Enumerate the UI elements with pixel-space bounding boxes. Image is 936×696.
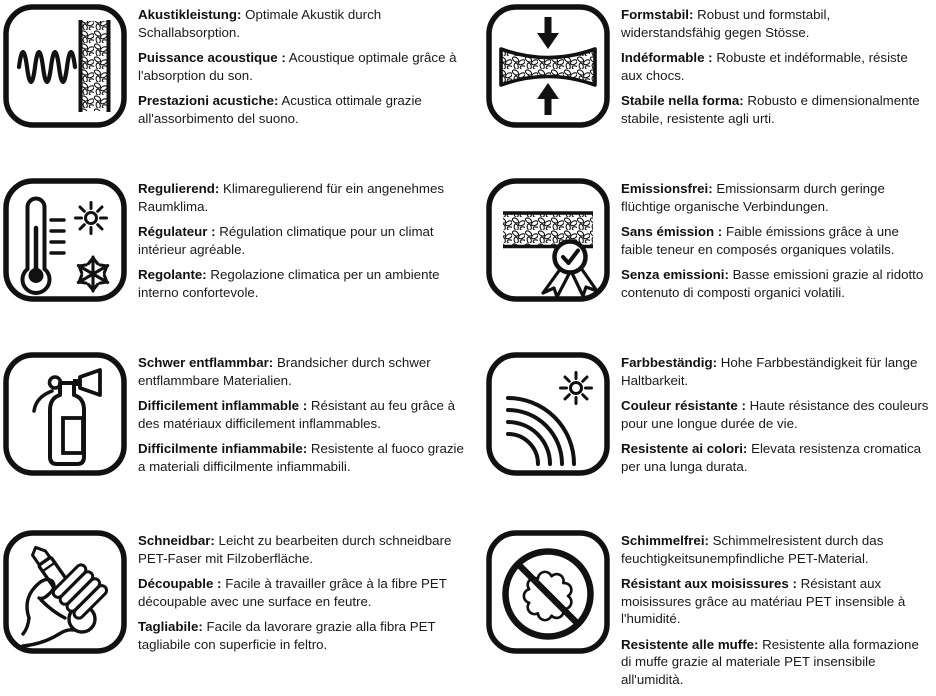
feature-desc: Schimmelresistent durch das feuchtigkeitsunempfindliche PET-Material. <box>621 533 884 566</box>
feature-term: Resistente alle muffe: <box>621 636 759 652</box>
feature-card-shape-stability <box>468 0 936 174</box>
cuttable-icon <box>3 530 127 654</box>
feature-desc: Brandsicher durch schwer entflammbare Materialien. <box>138 355 431 388</box>
feature-term: Couleur résistante : <box>621 398 746 413</box>
feature-term: Schimmelfrei: <box>621 533 709 548</box>
feature-term: Senza emissioni: <box>621 267 729 282</box>
feature-term: Régulateur : <box>138 224 216 239</box>
feature-card-acoustic <box>0 0 468 174</box>
feature-desc: Optimale Akustik durch Schallabsorption. <box>138 7 382 40</box>
feature-term: Farbbeständig: <box>621 355 718 370</box>
feature-desc: Emissionsarm durch geringe flüchtige organische Verbindungen. <box>621 181 885 214</box>
feature-paragraph-de <box>138 6 464 41</box>
feature-desc: Leicht zu bearbeiten durch schneidbare PET-Faser mit Filzoberfläche. <box>138 533 452 566</box>
feature-paragraph-de <box>138 354 464 389</box>
feature-texts <box>621 354 929 483</box>
feature-term: Formstabil: <box>621 7 694 22</box>
feature-texts <box>621 180 929 309</box>
feature-card-emission-free <box>468 174 936 348</box>
acoustic-absorption-icon <box>3 4 127 128</box>
feature-term: Akustikleistung: <box>138 7 242 22</box>
feature-paragraph-fr <box>138 397 464 432</box>
feature-paragraph-it <box>138 266 464 301</box>
feature-card-colorfast <box>468 348 936 526</box>
feature-texts <box>138 180 464 309</box>
feature-paragraph-fr <box>621 397 929 432</box>
feature-paragraph-de <box>138 532 464 567</box>
feature-term: Découpable : <box>138 576 222 591</box>
feature-paragraph-fr <box>621 223 929 258</box>
feature-term: Difficilmente infiammabile: <box>138 441 308 456</box>
feature-paragraph-fr <box>138 575 464 610</box>
feature-desc: Resistente alla formazione di muffe grazie al materiale PET insensibile all'umidità. <box>621 636 919 687</box>
feature-desc: Acoustique optimale grâce à l'absorption du son. <box>138 50 457 83</box>
feature-texts <box>621 532 929 696</box>
feature-desc: Facile da lavorare grazie alla fibra PET tagliabile con superficie in feltro. <box>138 619 436 652</box>
feature-term: Difficilement inflammable : <box>138 398 308 413</box>
feature-term: Schwer entflammbar: <box>138 355 274 370</box>
colorfast-icon <box>486 352 610 476</box>
feature-desc: Robuste et indéformable, résiste aux chocs. <box>621 50 908 83</box>
feature-desc: Acustica ottimale grazie all'assorbimento del suono. <box>138 93 422 126</box>
feature-desc: Résistant au feu grâce à des matériaux difficilement inflammables. <box>138 398 456 431</box>
feature-paragraph-de <box>621 354 929 389</box>
feature-term: Tagliabile: <box>138 619 203 634</box>
feature-paragraph-it <box>621 266 929 301</box>
feature-paragraph-fr <box>138 49 464 84</box>
feature-desc: Klimaregulierend für ein angenehmes Raumklima. <box>138 181 444 214</box>
feature-card-cuttable <box>0 526 468 680</box>
feature-term: Schneidbar: <box>138 533 215 548</box>
emission-free-icon <box>486 178 610 302</box>
feature-term: Regolante: <box>138 267 207 282</box>
feature-desc: Elevata resistenza cromatica per una lunga durata. <box>621 441 922 474</box>
shape-stability-icon <box>486 4 610 128</box>
feature-desc: Résistant aux moisissures grâce au matériau PET insensible à l'humidité. <box>621 576 906 626</box>
feature-desc: Robust und formstabil, widerstandsfähig gegen Stösse. <box>621 7 831 40</box>
feature-term: Resistente ai colori: <box>621 441 748 456</box>
feature-desc: Faible émissions grâce à une faible teneur en composés organiques volatils. <box>621 224 899 257</box>
feature-paragraph-it <box>621 440 929 475</box>
feature-paragraph-fr <box>621 575 929 628</box>
feature-texts <box>138 354 464 483</box>
feature-texts <box>138 532 464 661</box>
feature-desc: Robusto e dimensionalmente stabile, resistente agli urti. <box>621 93 920 126</box>
feature-paragraph-de <box>621 532 929 567</box>
feature-paragraph-de <box>138 180 464 215</box>
feature-paragraph-it <box>138 440 464 475</box>
feature-paragraph-it <box>138 618 464 653</box>
feature-paragraph-it <box>621 92 929 127</box>
feature-card-flame-retardant <box>0 348 468 526</box>
feature-term: Puissance acoustique : <box>138 50 286 65</box>
feature-term: Regulierend: <box>138 181 220 196</box>
feature-paragraph-fr <box>138 223 464 258</box>
feature-desc: Régulation climatique pour un climat intérieur agréable. <box>138 224 434 257</box>
feature-desc: Facile à travailler grâce à la fibre PET découpable avec une surface en feutre. <box>138 576 447 609</box>
mold-free-icon <box>486 530 610 654</box>
feature-term: Prestazioni acustiche: <box>138 93 279 108</box>
feature-desc: Haute résistance des couleurs pour une longue durée de vie. <box>621 398 929 431</box>
feature-term: Emissionsfrei: <box>621 181 713 196</box>
feature-paragraph-de <box>621 6 929 41</box>
feature-desc: Hohe Farbbeständigkeit für lange Haltbarkeit. <box>621 355 918 388</box>
feature-texts <box>621 6 929 135</box>
feature-term: Sans émission : <box>621 224 723 239</box>
feature-desc: Resistente al fuoco grazie a materiali difficilmente infiammabili. <box>138 441 464 474</box>
climate-regulating-icon <box>3 178 127 302</box>
flame-retardant-icon <box>3 352 127 476</box>
feature-paragraph-de <box>621 180 929 215</box>
feature-paragraph-it <box>621 636 929 689</box>
feature-texts <box>138 6 464 135</box>
feature-card-mold-free <box>468 526 936 687</box>
feature-term: Indéformable : <box>621 50 713 65</box>
feature-card-climate <box>0 174 468 348</box>
feature-desc: Basse emissioni grazie al ridotto contenuto di composti organici volatili. <box>621 267 924 300</box>
feature-desc: Regolazione climatica per un ambiente interno confortevole. <box>138 267 440 300</box>
feature-paragraph-it <box>138 92 464 127</box>
feature-term: Résistant aux moisissures : <box>621 576 797 591</box>
feature-paragraph-fr <box>621 49 929 84</box>
feature-term: Stabile nella forma: <box>621 93 744 108</box>
